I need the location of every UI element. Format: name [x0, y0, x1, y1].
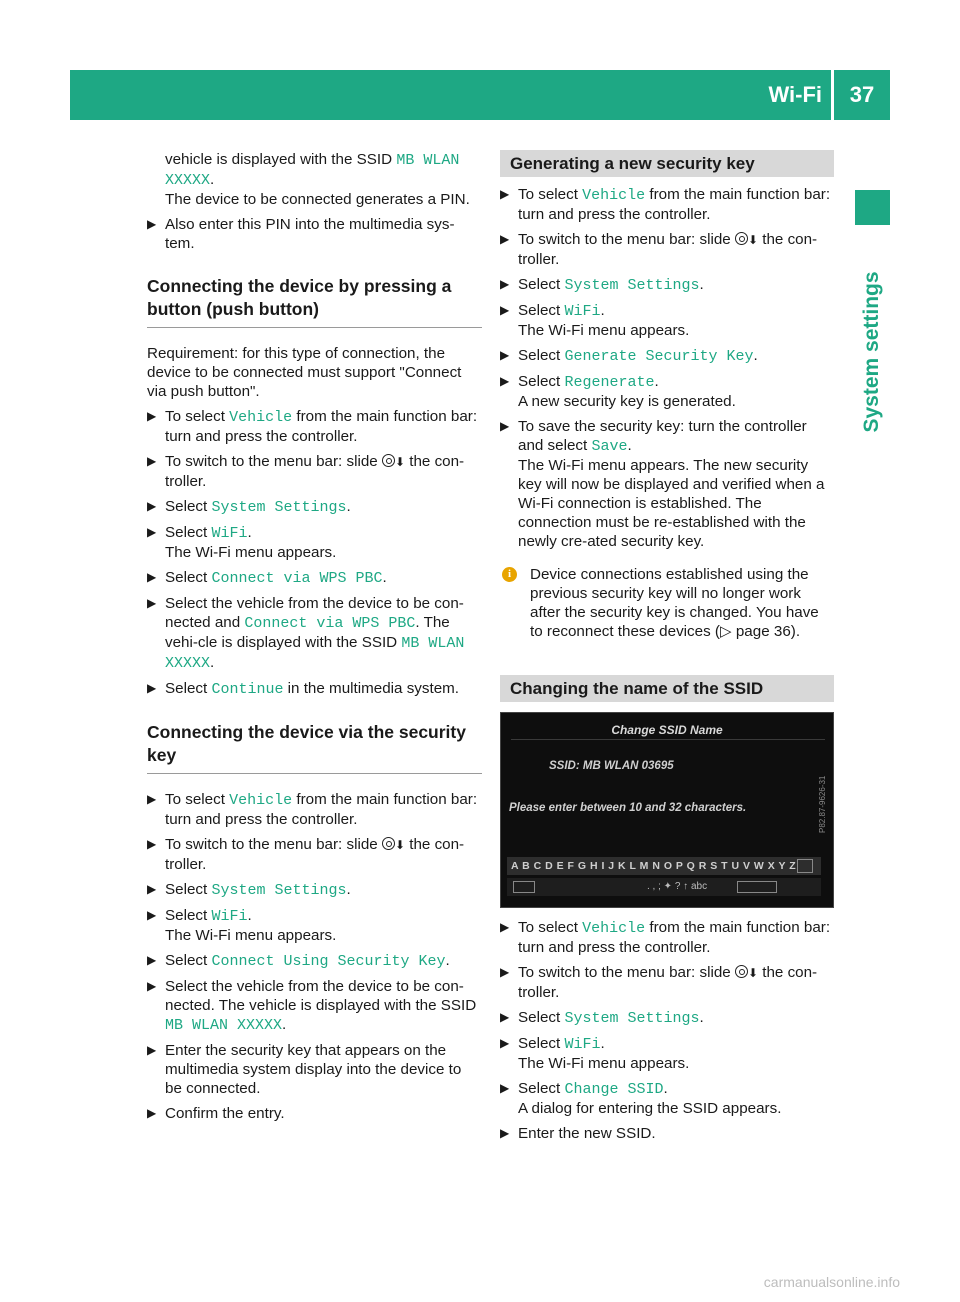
left-column: [147, 150, 482, 1129]
right-column: [500, 150, 834, 1149]
step-save-key: ▶ To save the security key: turn the controller and select Save. The Wi-Fi menu appears. The new security key will now be displayed and verified when a Wi-Fi connection is established. The connection must be re-established with the newly cre-ated security key.: [500, 418, 825, 550]
step-arrow-icon: ▶: [500, 965, 510, 979]
step-select-system-settings: ▶ Select System Settings.: [147, 498, 351, 516]
step-select-regenerate: ▶ Select Regenerate. A new security key is generated.: [500, 373, 736, 410]
slide-down-icon: ⬇: [394, 838, 406, 852]
step-select-vehicle-device: ▶ Select the vehicle from the device to be con-nected and Connect via WPS PBC. The vehi-cle is displayed with the SSID MB WLAN XXXXX.: [147, 595, 465, 672]
step-arrow-icon: ▶: [500, 348, 510, 362]
requirement-text: Requirement: for this type of connection, the device to be connected must support "Connect via push button".: [147, 345, 462, 400]
step-arrow-icon: ▶: [147, 570, 157, 584]
step-select-wifi: ▶ Select WiFi. The Wi-Fi menu appears.: [500, 302, 690, 339]
heading-security-key: Connecting the device via the security key: [147, 721, 482, 774]
slide-down-icon: ⬇: [747, 966, 759, 980]
step-arrow-icon: ▶: [500, 920, 510, 934]
screen-mode-icon: [737, 881, 777, 893]
heading-change-ssid: Changing the name of the SSID: [500, 675, 834, 702]
step-arrow-icon: ▶: [147, 882, 157, 896]
controller-icon: [735, 232, 748, 245]
controller-icon: [382, 454, 395, 467]
step-arrow-icon: ▶: [500, 277, 510, 291]
step-select-vehicle: ▶ To select Vehicle from the main function bar: turn and press the controller.: [147, 791, 478, 828]
step-select-generate-key: ▶ Select Generate Security Key.: [500, 347, 758, 365]
info-icon: i: [502, 567, 517, 582]
step-select-wifi: ▶ Select WiFi. The Wi-Fi menu appears.: [147, 524, 337, 561]
step-arrow-icon: ▶: [147, 409, 157, 423]
step-select-change-ssid: ▶ Select Change SSID. A dialog for entering the SSID appears.: [500, 1080, 782, 1117]
step-switch-menu: ▶ To switch to the menu bar: slide ⬇ the con-troller.: [147, 453, 465, 490]
image-code: P82.87-9626-31: [818, 775, 827, 833]
intro-text: vehicle is displayed with the SSID MB WLAN XXXXX. The device to be connected generates a PIN.: [165, 151, 470, 208]
controller-icon: [382, 837, 395, 850]
step-arrow-icon: ▶: [500, 1036, 510, 1050]
heading-generate-key: Generating a new security key: [500, 150, 834, 177]
step-select-vehicle: ▶ To select Vehicle from the main function bar: turn and press the controller.: [147, 408, 478, 445]
step-arrow-icon: ▶: [500, 1126, 510, 1140]
step-arrow-icon: ▶: [147, 792, 157, 806]
step-arrow-icon: ▶: [500, 419, 510, 433]
step-switch-menu: ▶ To switch to the menu bar: slide ⬇ the con-troller.: [500, 964, 818, 1001]
section-title: Wi-Fi: [768, 82, 822, 107]
step-select-vehicle: ▶ To select Vehicle from the main function bar: turn and press the controller.: [500, 186, 831, 223]
footer-watermark: carmanualsonline.info: [763, 1274, 900, 1290]
step-arrow-icon: ▶: [147, 681, 157, 695]
step-arrow-icon: ▶: [147, 525, 157, 539]
step-select-vehicle-device: ▶ Select the vehicle from the device to be con-nected. The vehicle is displayed with the SSID MB WLAN XXXXX.: [147, 978, 477, 1034]
screen-ok-icon: [797, 859, 813, 873]
slide-down-icon: ⬇: [747, 233, 759, 247]
screen-keyboard-row: A B C D E F G H I J K L M N O P Q R S T U V W X Y Z: [507, 857, 821, 875]
screen-divider: [511, 739, 825, 740]
step-arrow-icon: ▶: [500, 1081, 510, 1095]
step-arrow-icon: ▶: [147, 837, 157, 851]
side-tab-marker: [855, 190, 890, 225]
page-ref-icon: ▷: [719, 623, 732, 640]
slide-down-icon: ⬇: [394, 455, 406, 469]
step-arrow-icon: ▶: [147, 1043, 157, 1057]
step-arrow-icon: ▶: [500, 232, 510, 246]
step-arrow-icon: ▶: [147, 596, 157, 610]
step-select-wifi: ▶ Select WiFi. The Wi-Fi menu appears.: [147, 907, 337, 944]
step-arrow-icon: ▶: [147, 217, 157, 231]
step-arrow-icon: ▶: [147, 454, 157, 468]
step-select-connect-wps: ▶ Select Connect via WPS PBC.: [147, 569, 387, 587]
step-arrow-icon: ▶: [500, 187, 510, 201]
step-arrow-icon: ▶: [500, 303, 510, 317]
step-select-system-settings: ▶ Select System Settings.: [500, 1009, 704, 1027]
step-select-continue: ▶ Select Continue in the multimedia system.: [147, 680, 460, 698]
step-switch-menu: ▶ To switch to the menu bar: slide ⬇ the con-troller.: [147, 836, 465, 873]
screen-back-icon: [513, 881, 535, 893]
screen-prompt: Please enter between 10 and 32 characters.: [509, 802, 747, 814]
step-enter-ssid: ▶ Enter the new SSID.: [500, 1125, 656, 1142]
step-select-vehicle: ▶ To select Vehicle from the main function bar: turn and press the controller.: [500, 919, 831, 956]
step-enter-pin: ▶ Also enter this PIN into the multimedia sys-tem.: [147, 216, 455, 252]
step-arrow-icon: ▶: [147, 499, 157, 513]
step-arrow-icon: ▶: [500, 1010, 510, 1024]
screen-title: Change SSID Name: [611, 723, 723, 737]
step-arrow-icon: ▶: [500, 374, 510, 388]
step-enter-key: ▶ Enter the security key that appears on the multimedia system display into the device to be connected.: [147, 1042, 462, 1097]
step-arrow-icon: ▶: [147, 1106, 157, 1120]
step-switch-menu: ▶ To switch to the menu bar: slide ⬇ the con-troller.: [500, 231, 818, 268]
side-tab-label: System settings: [860, 271, 883, 433]
screen-ssid-line: SSID: MB WLAN 03695: [549, 760, 674, 772]
step-arrow-icon: ▶: [147, 979, 157, 993]
step-select-system-settings: ▶ Select System Settings.: [500, 276, 704, 294]
step-arrow-icon: ▶: [147, 908, 157, 922]
ssid-screen-image: [500, 712, 834, 908]
info-note: i Device connections established using the previous security key will no longer work after the security key is changed. You have to reconnect these devices (▷ page 36).: [500, 565, 834, 641]
screen-keyboard-bottom: . , ; ✦ ? ↑ abc: [507, 878, 821, 896]
step-confirm: ▶ Confirm the entry.: [147, 1105, 285, 1122]
heading-push-button: Connecting the device by pressing a button (push button): [147, 275, 482, 328]
step-select-wifi: ▶ Select WiFi. The Wi-Fi menu appears.: [500, 1035, 690, 1072]
header-divider: [831, 70, 834, 120]
page-number: 37: [849, 82, 875, 107]
controller-icon: [735, 965, 748, 978]
step-select-system-settings: ▶ Select System Settings.: [147, 881, 351, 899]
step-arrow-icon: ▶: [147, 953, 157, 967]
code-ssid: MB WLAN XXXXX: [165, 152, 460, 189]
step-select-connect-key: ▶ Select Connect Using Security Key.: [147, 952, 450, 970]
